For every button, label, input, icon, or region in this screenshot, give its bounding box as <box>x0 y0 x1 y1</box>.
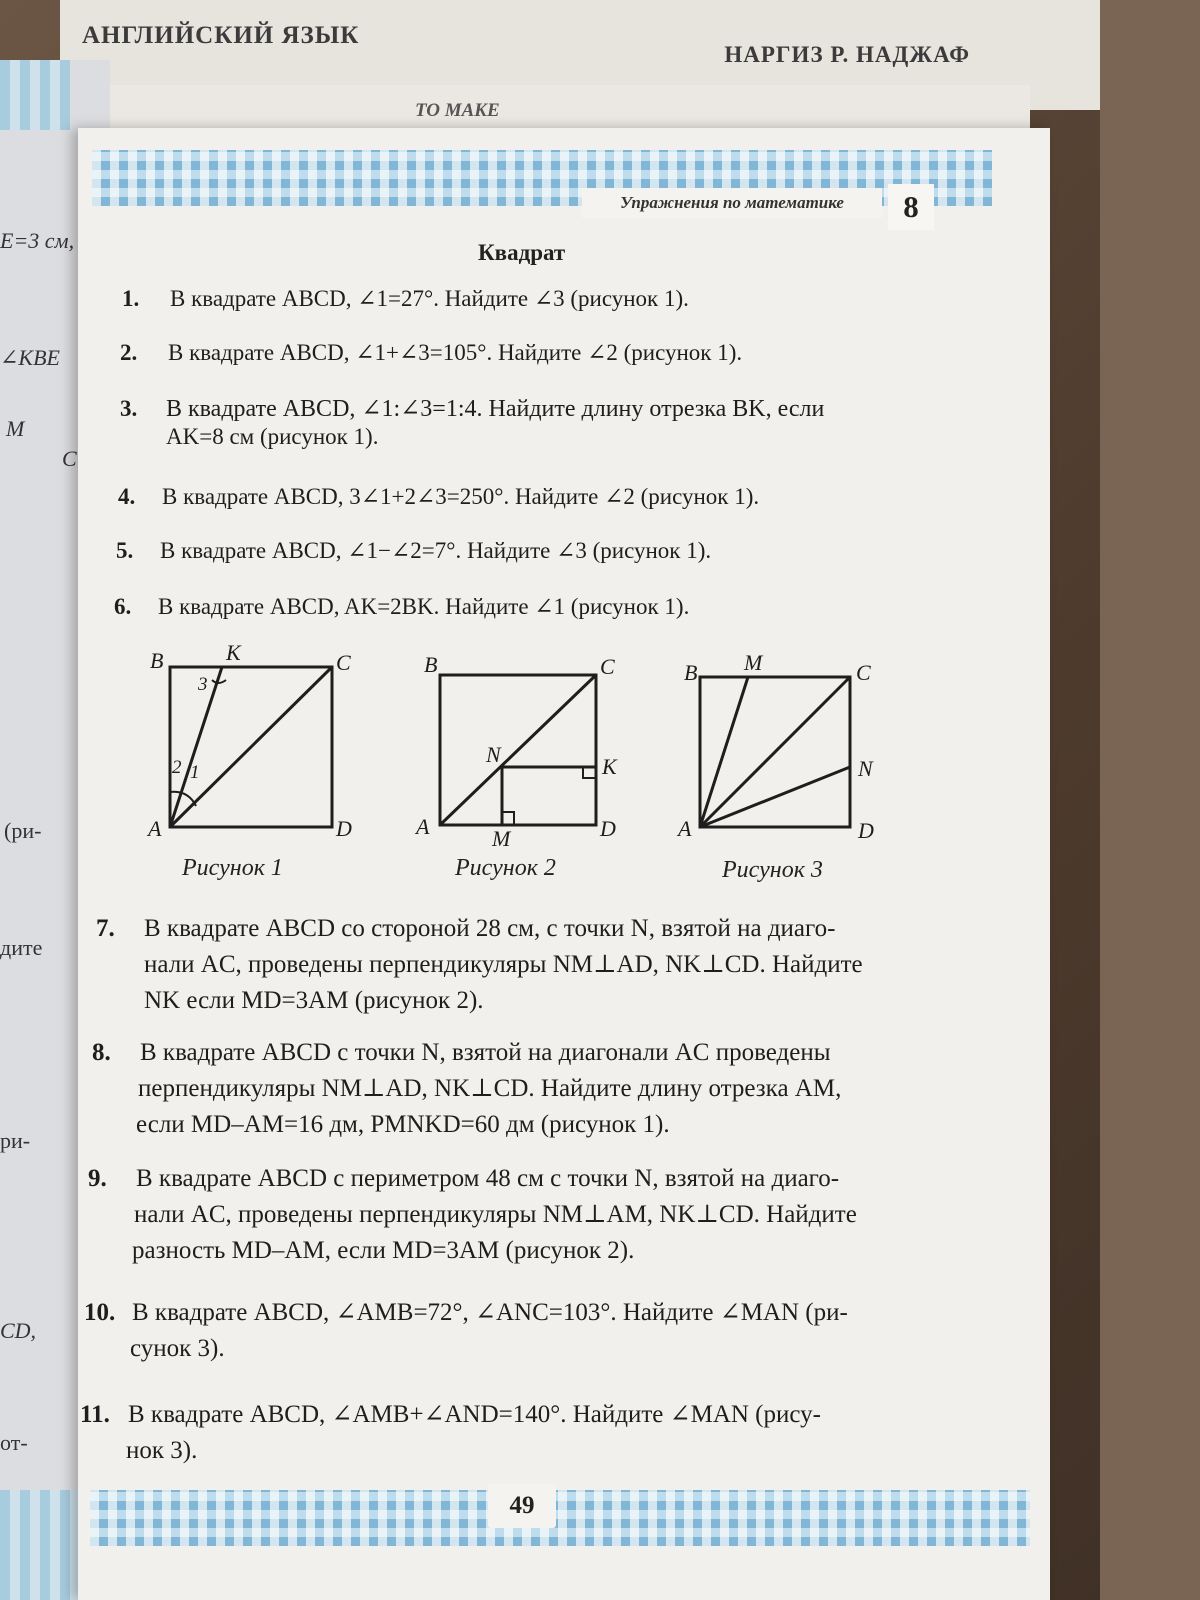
exercise-text: перпендикуляры NM⊥AD, NK⊥CD. Найдите длину отрезка AM, <box>138 1075 842 1102</box>
exercise-text: В квадрате ABCD с периметром 48 см с точки N, взятой на диаго- <box>136 1165 840 1192</box>
left-page-fragment: C <box>62 446 77 471</box>
exercise-text: В квадрате ABCD, ∠1+∠3=105°. Найдите ∠2 (рисунок 1). <box>168 340 743 365</box>
exercise-number: 3. <box>120 396 138 421</box>
exercise-number: 4. <box>118 484 136 509</box>
figure-2-label: N <box>486 742 501 767</box>
exercise-number: 9. <box>88 1165 107 1192</box>
section-title: Упражнения по математике <box>582 188 882 218</box>
exercise-text: разность MD–AM, если MD=3AM (рисунок 2). <box>132 1237 635 1264</box>
exercise-number: 11. <box>80 1401 110 1428</box>
figure-1-label: K <box>226 640 241 665</box>
figure-1-label: D <box>336 816 352 841</box>
exercise-number: 8. <box>92 1039 111 1066</box>
left-page-fragment: дите <box>0 935 43 960</box>
figure-2-label: A <box>416 814 430 839</box>
figure-1-label: A <box>148 816 162 841</box>
left-page-fragment: (ри- <box>4 818 42 843</box>
exercise-text: нали AC, проведены перпендикуляры NM⊥AD, NK⊥CD. Найдите <box>144 951 863 978</box>
exercise-text: сунок 3). <box>130 1335 225 1362</box>
figure-3-label: B <box>684 660 698 685</box>
exercise-text: нок 3). <box>126 1437 198 1464</box>
figure-2-caption: Рисунок 2 <box>455 855 556 881</box>
figure-1-angle-label: 3 <box>198 674 208 695</box>
figure-3-segment-an <box>700 767 850 827</box>
figure-3-label: C <box>856 660 871 685</box>
figure-3-label: M <box>744 650 763 675</box>
exercise-text: AK=8 см (рисунок 1). <box>166 424 379 449</box>
figure-2-label: M <box>492 826 511 850</box>
left-page-fragment: CD, <box>0 1318 37 1343</box>
exercise-number: 1. <box>122 286 140 311</box>
exercise-text: В квадрате ABCD, ∠1−∠2=7°. Найдите ∠3 (рисунок 1). <box>160 538 712 563</box>
decorative-band-bottom <box>90 1490 1030 1546</box>
figure-1-label: C <box>336 650 351 675</box>
figure-1-caption: Рисунок 1 <box>182 855 283 881</box>
exercise-number: 7. <box>96 915 115 942</box>
exercise-text: В квадрате ABCD, AK=2BK. Найдите ∠1 (рисунок 1). <box>158 594 690 619</box>
exercise-number: 10. <box>84 1299 116 1326</box>
left-page-fragment: от- <box>0 1430 28 1455</box>
exercise-text: В квадрате ABCD, ∠1=27°. Найдите ∠3 (рисунок 1). <box>170 286 689 311</box>
exercise-text: NK если MD=3AM (рисунок 2). <box>144 987 484 1014</box>
exercise-text: В квадрате ABCD со стороной 28 см, с точки N, взятой на диаго- <box>144 915 836 942</box>
figure-2-label: B <box>424 652 438 677</box>
exercise-text: если MD–AM=16 дм, PMNKD=60 дм (рисунок 1). <box>136 1111 670 1138</box>
exercise-text: В квадрате ABCD, 3∠1+2∠3=250°. Найдите ∠2 (рисунок 1). <box>162 484 760 509</box>
table-edge <box>1100 0 1200 1600</box>
page-heading: Квадрат <box>478 240 566 265</box>
section-number: 8 <box>888 184 934 230</box>
figure-2-label: C <box>600 654 615 679</box>
figure-1-label: B <box>150 648 164 673</box>
figure-2-right-angle-k <box>583 767 596 778</box>
exercise-text: В квадрате ABCD с точки N, взятой на диагонали AC проведены <box>140 1039 831 1066</box>
figure-1-angle-label: 1 <box>190 762 200 783</box>
figure-2-diagonal <box>440 675 596 825</box>
exercise-text: В квадрате ABCD, ∠AMB+∠AND=140°. Найдите ∠MAN (рису- <box>128 1401 821 1428</box>
page-number: 49 <box>488 1484 556 1528</box>
exercise-number: 6. <box>114 594 132 619</box>
underlying-page-text: TO MAKE <box>415 100 500 121</box>
figure-3-label: N <box>858 756 873 781</box>
exercise-text: В квадрате ABCD, ∠AMB=72°, ∠ANC=103°. Найдите ∠MAN (ри- <box>132 1299 848 1326</box>
left-page-fragment: E=3 см, <box>0 228 75 253</box>
left-page-fragment: ри- <box>0 1128 31 1153</box>
figure-1-angle-label: 2 <box>172 757 182 778</box>
figure-3-caption: Рисунок 3 <box>722 857 823 883</box>
background-book-author: НАРГИЗ Р. НАДЖАФ <box>724 42 970 67</box>
figure-3-label: A <box>678 816 692 841</box>
left-page-pattern <box>0 60 70 130</box>
exercise-number: 5. <box>116 538 134 563</box>
exercise-number: 2. <box>120 340 138 365</box>
left-page-fragment: ∠KBE <box>0 345 60 370</box>
figure-3-label: D <box>858 818 874 843</box>
figure-2-label: K <box>602 754 617 779</box>
figures <box>140 640 940 850</box>
figure-2-right-angle-m <box>502 812 514 825</box>
background-book-title: АНГЛИЙСКИЙ ЯЗЫК <box>82 22 360 49</box>
left-page-fragment: M <box>6 416 25 441</box>
exercise-text: В квадрате ABCD, ∠1:∠3=1:4. Найдите длину отрезка BK, если <box>166 396 825 422</box>
exercise-text: нали AC, проведены перпендикуляры NM⊥AM, NK⊥CD. Найдите <box>134 1201 857 1228</box>
figure-2-label: D <box>600 816 616 841</box>
